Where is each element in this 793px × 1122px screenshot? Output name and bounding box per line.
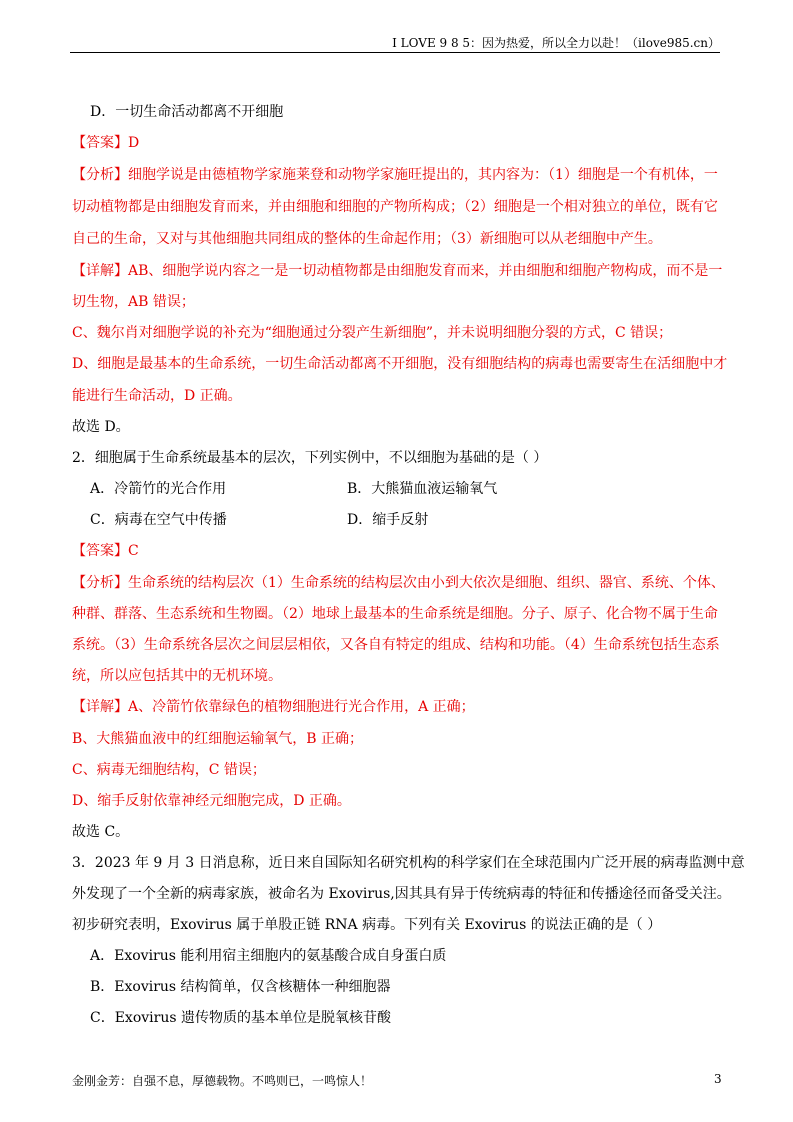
q2-detail-line: C、病毒无细胞结构，C 错误； xyxy=(72,762,266,778)
q2-analysis-line: 【分析】生命系统的结构层次（1）生命系统的结构层次由小到大依次是细胞、组织、器官、系统、个体、 xyxy=(72,575,725,591)
q1-detail-line: C、魏尔肖对细胞学说的补充为“细胞通过分裂产生新细胞”，并未说明细胞分裂的方式，C 错误； xyxy=(72,325,673,341)
q1-option-d: D．一切生命活动都离不开细胞 xyxy=(90,104,284,120)
page-header: I LOVE 9 8 5：因为热爱，所以全力以赴！（ilove985.cn） xyxy=(392,36,720,50)
q2-analysis-line: 统，所以应包括其中的无机环境。 xyxy=(72,668,282,684)
q3-option-c: C．Exovirus 遗传物质的基本单位是脱氧核苷酸 xyxy=(90,1010,391,1026)
header-rule xyxy=(70,52,720,53)
q2-answer: 【答案】C xyxy=(72,543,139,559)
q1-analysis-line: 切动植物都是由细胞发育而来，并由细胞和细胞的产物所构成；（2）细胞是一个相对独立的单位，既有它 xyxy=(72,199,718,215)
q2-analysis-line: 系统。（3）生命系统各层次之间层层相依，又各自有特定的组成、结构和功能。（4）生命系统包括生态系 xyxy=(72,637,720,653)
q2-option-d: D．缩手反射 xyxy=(347,512,429,528)
q1-detail-line: 能进行生命活动，D 正确。 xyxy=(72,388,242,404)
q2-conclusion: 故选 C。 xyxy=(72,824,130,840)
q1-analysis-line: 自己的生命，又对与其他细胞共同组成的整体的生命起作用；（3）新细胞可以从老细胞中产生。 xyxy=(72,231,662,247)
q2-option-b: B．大熊猫血液运输氧气 xyxy=(347,481,498,497)
q3-stem-line: 初步研究表明，Exovirus 属于单股正链 RNA 病毒。下列有关 Exovirus 的说法正确的是（ ） xyxy=(72,917,662,933)
q3-option-a: A．Exovirus 能利用宿主细胞内的氨基酸合成自身蛋白质 xyxy=(90,948,447,964)
q1-detail-line: D、细胞是最基本的生命系统，一切生命活动都离不开细胞，没有细胞结构的病毒也需要寄生在活细胞中才 xyxy=(72,356,728,372)
q2-analysis-line: 种群、群落、生态系统和生物圈。（2）地球上最基本的生命系统是细胞。分子、原子、化合物不属于生命 xyxy=(72,606,718,622)
q3-stem-line: 外发现了一个全新的病毒家族，被命名为 Exovirus,因其具有异于传统病毒的特征和传播途径而备受关注。 xyxy=(72,886,731,902)
footer-motto: 金刚金芳：自强不息，厚德载物。不鸣则已，一鸣惊人！ xyxy=(72,1074,373,1088)
q2-detail-line: B、大熊猫血液中的红细胞运输氧气，B 正确； xyxy=(72,731,364,747)
q2-stem: 2．细胞属于生命系统最基本的层次，下列实例中，不以细胞为基础的是（ ） xyxy=(72,450,548,466)
q3-option-b: B．Exovirus 结构简单，仅含核糖体一种细胞器 xyxy=(90,979,391,995)
q2-detail-line: 【详解】A、冷箭竹依靠绿色的植物细胞进行光合作用，A 正确； xyxy=(72,699,475,715)
q1-answer: 【答案】D xyxy=(72,135,140,151)
q1-detail-line: 切生物，AB 错误； xyxy=(72,294,195,310)
page-number: 3 xyxy=(714,1072,722,1086)
q1-analysis-line: 【分析】细胞学说是由德植物学家施莱登和动物学家施旺提出的，其内容为：（1）细胞是一个有机体，一 xyxy=(72,167,718,183)
q2-option-c: C．病毒在空气中传播 xyxy=(90,512,227,528)
q2-option-a: A．冷箭竹的光合作用 xyxy=(90,481,227,497)
q1-conclusion: 故选 D。 xyxy=(72,419,130,435)
q3-stem-line: 3．2023 年 9 月 3 日消息称，近日来自国际知名研究机构的科学家们在全球范围内广泛开展的病毒监测中意 xyxy=(72,855,745,871)
q1-detail-line: 【详解】AB、细胞学说内容之一是一切动植物都是由细胞发育而来，并由细胞和细胞产物构成，而不是一 xyxy=(72,263,723,279)
q2-detail-line: D、缩手反射依靠神经元细胞完成，D 正确。 xyxy=(72,793,351,809)
